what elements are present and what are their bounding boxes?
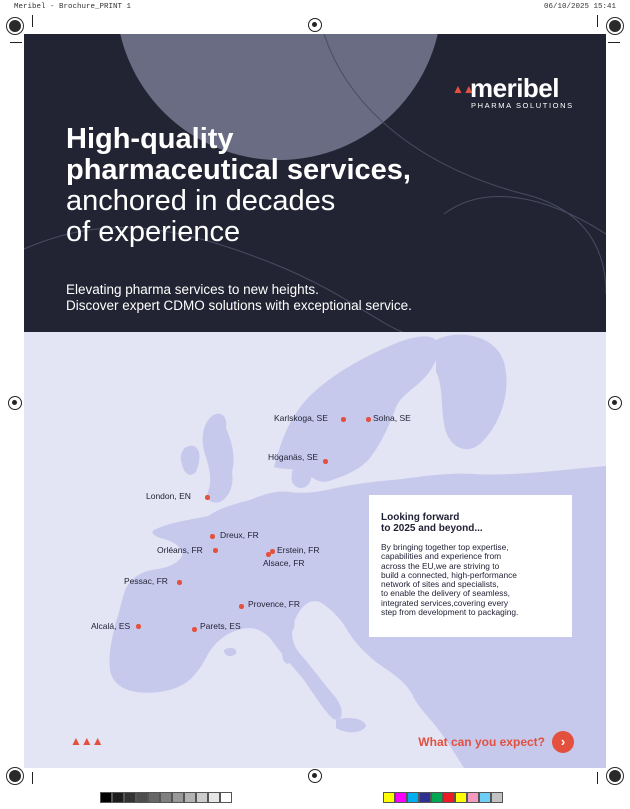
location-marker: [239, 604, 244, 609]
city-label-karlskoga: Karlskoga, SE: [274, 413, 328, 423]
logo-subtitle: PHARMA SOLUTIONS: [471, 101, 574, 110]
land-balearic: [224, 648, 236, 656]
card-body-line: across the EU,we are striving to: [381, 560, 500, 571]
page-headline: [66, 124, 586, 248]
location-marker: [323, 459, 328, 464]
color-swatch: [160, 792, 172, 803]
location-marker: [205, 495, 210, 500]
gray-calibration-bar: [100, 792, 232, 803]
card-body-line: to enable the delivery of seamless,: [381, 588, 510, 599]
headline-line: pharmaceutical services,: [66, 154, 411, 186]
card-body-line: network of sites and specialists,: [381, 579, 499, 590]
card-title: [381, 512, 560, 534]
color-swatch: [443, 792, 455, 803]
card-body: [381, 543, 560, 617]
land-great-britain: [203, 414, 234, 503]
location-marker: [192, 627, 197, 632]
crop-mark: [597, 772, 598, 784]
location-marker: [341, 417, 346, 422]
crop-mark: [597, 15, 598, 27]
crop-mark: [32, 772, 33, 784]
headline-line: High-quality: [66, 123, 234, 155]
card-body-line: build a connected, high-performance: [381, 569, 517, 580]
location-marker: [266, 552, 271, 557]
print-slug-left: Meribel - Brochure_PRINT 1: [14, 3, 132, 11]
city-label-alsace: Alsace, FR: [263, 558, 305, 568]
card-body-line: step from development to packaging.: [381, 607, 519, 618]
intro-line: Elevating pharma services to new heights.: [66, 282, 319, 297]
intro-line: Discover expert CDMO solutions with exceptional service.: [66, 298, 412, 313]
city-label-parets: Parets, ES: [200, 621, 241, 631]
chevron-right-icon[interactable]: ›: [552, 731, 574, 753]
color-swatch: [184, 792, 196, 803]
location-marker: [136, 624, 141, 629]
color-swatch: [220, 792, 232, 803]
registration-mark-icon: [308, 769, 322, 783]
crop-mark: [32, 15, 33, 27]
color-swatch: [467, 792, 479, 803]
logo-wordmark: meribel: [470, 73, 559, 103]
location-marker: [210, 534, 215, 539]
city-label-pessac: Pessac, FR: [124, 576, 168, 586]
city-label-london: London, EN: [146, 491, 191, 501]
color-swatch: [491, 792, 503, 803]
location-marker: [177, 580, 182, 585]
color-swatch: [431, 792, 443, 803]
color-calibration-bar: [383, 792, 503, 803]
city-label-provence: Provence, FR: [248, 599, 300, 609]
color-swatch: [479, 792, 491, 803]
color-swatch: [112, 792, 124, 803]
land-ireland: [181, 446, 200, 475]
registration-mark-icon: [308, 18, 322, 32]
city-label-dreux: Dreux, FR: [220, 530, 259, 540]
land-finland: [436, 335, 507, 450]
color-swatch: [124, 792, 136, 803]
registration-mark-icon: [8, 396, 22, 410]
city-label-alcala: Alcalá, ES: [91, 621, 131, 631]
crop-mark: [10, 42, 22, 43]
color-swatch: [395, 792, 407, 803]
city-label-hoganas: Höganäs, SE: [268, 452, 319, 462]
crop-target-icon: [607, 18, 623, 34]
color-swatch: [100, 792, 112, 803]
registration-mark-icon: [608, 396, 622, 410]
crop-target-icon: [607, 768, 623, 784]
card-body-line: capabilities and experience from: [381, 551, 502, 562]
color-swatch: [407, 792, 419, 803]
crop-target-icon: [7, 18, 23, 34]
color-swatch: [208, 792, 220, 803]
print-slug-right: 06/10/2025 15:41: [543, 3, 616, 11]
location-marker: [270, 549, 275, 554]
crop-target-icon: [7, 768, 23, 784]
color-swatch: [419, 792, 431, 803]
land-sicily: [336, 718, 366, 732]
city-label-orleans: Orléans, FR: [157, 545, 203, 555]
color-swatch: [455, 792, 467, 803]
city-label-erstein: Erstein, FR: [277, 545, 320, 555]
card-body-line: By bringing together top expertise,: [381, 542, 509, 552]
location-marker: [213, 548, 218, 553]
cta-link[interactable]: [418, 731, 574, 753]
logo-mark-icon: ▲▲: [452, 82, 474, 96]
color-swatch: [383, 792, 395, 803]
intro-text: [66, 282, 412, 314]
footer-logo-mark-icon: ▲▲▲: [70, 734, 103, 748]
color-swatch: [196, 792, 208, 803]
city-label-solna: Solna, SE: [373, 413, 411, 423]
color-swatch: [136, 792, 148, 803]
info-card: [369, 495, 572, 637]
card-title-line: to 2025 and beyond...: [381, 523, 483, 534]
hero-section: [24, 34, 606, 332]
color-swatch: [148, 792, 160, 803]
headline-line: anchored in decades: [66, 185, 336, 217]
card-body-line: integrated services,covering every: [381, 597, 509, 608]
crop-mark: [608, 42, 620, 43]
location-marker: [366, 417, 371, 422]
headline-line: of experience: [66, 216, 241, 248]
card-title-line: Looking forward: [381, 512, 460, 523]
brochure-page: [24, 34, 606, 768]
color-swatch: [172, 792, 184, 803]
cta-label[interactable]: What can you expect?: [418, 735, 545, 749]
